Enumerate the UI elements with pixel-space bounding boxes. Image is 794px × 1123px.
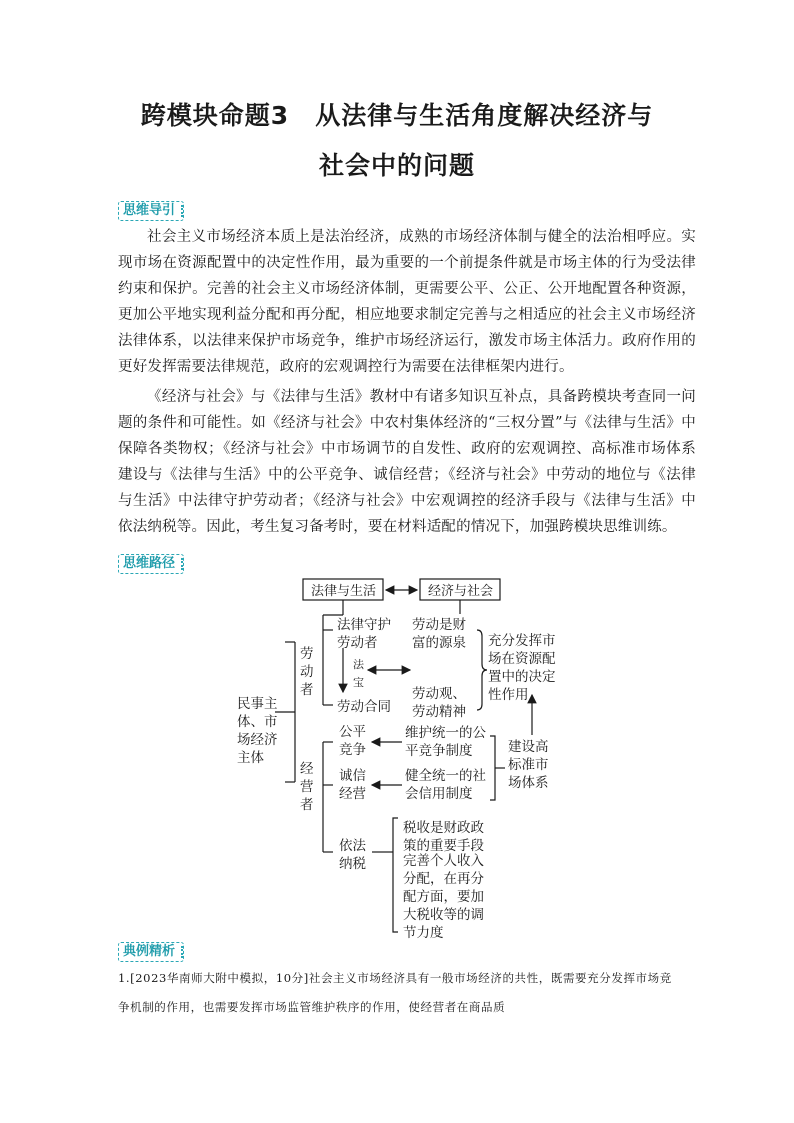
thinking-path-diagram <box>0 570 794 940</box>
box-law-label: 法律与生活 <box>311 584 377 599</box>
honest-line-2: 经营 <box>339 786 366 802</box>
question-1-text: 1.[2023华南师大附中模拟，10分]社会主义市场经济具有一般市场经济的共性，既需要充分发挥市场竞争机制的作用，也需要发挥市场监管维护秩序的作用，使经营者在商品质 <box>118 971 672 1014</box>
tax-policy-line-1: 税收是财政政 <box>403 820 484 836</box>
fair-sys-line-2: 平竞争制度 <box>405 743 473 759</box>
tax-adjust-line-3: 配方面，要加 <box>403 889 484 905</box>
fair-line-2: 竞争 <box>339 742 366 758</box>
laborer-char-2: 动 <box>300 664 314 680</box>
operator-char-1: 经 <box>300 761 314 777</box>
operator-char-2: 营 <box>300 779 314 795</box>
decisive-line-2: 场在资源配 <box>488 651 556 667</box>
root-line-1: 民事主 <box>237 696 278 712</box>
section-tag-example: 典例精析 <box>118 942 184 962</box>
labor-view-line-1: 劳动观、 <box>412 686 466 702</box>
decisive-line-3: 置中的决定 <box>488 669 556 685</box>
tax-adjust-line-1: 完善个人收入 <box>403 853 484 869</box>
operator-char-3: 者 <box>300 797 314 813</box>
high-std-line-3: 场体系 <box>508 775 549 791</box>
tax-adjust-line-5: 节力度 <box>403 925 444 940</box>
decisive-line-4: 性作用 <box>488 687 529 703</box>
root-line-4: 主体 <box>237 750 264 766</box>
laborer-char-3: 者 <box>300 682 314 698</box>
labor-source-line-1: 劳动是财 <box>412 617 466 633</box>
tax-line-1: 依法 <box>339 838 366 854</box>
fabao-char-1: 法 <box>353 658 364 671</box>
page-title-line-1: 跨模块命题3 从法律与生活角度解决经济与 <box>140 101 654 130</box>
fabao-char-2: 宝 <box>353 676 364 689</box>
law-protect-line-2: 劳动者 <box>337 635 378 651</box>
laborer-char-1: 劳 <box>300 646 314 662</box>
labor-source-line-2: 富的源泉 <box>412 635 466 651</box>
page-title-line-2: 社会中的问题 <box>318 151 475 180</box>
tax-adjust-line-4: 大税收等的调 <box>403 907 484 923</box>
high-std-line-2: 标准市 <box>508 757 549 773</box>
tax-line-2: 纳税 <box>339 856 366 872</box>
fair-sys-line-1: 维护统一的公 <box>405 725 486 741</box>
section-tag-guide: 思维导引 <box>118 201 184 221</box>
root-line-3: 场经济 <box>237 732 278 748</box>
fair-line-1: 公平 <box>339 724 366 740</box>
section-tag-path: 思维路径 <box>118 554 184 574</box>
honest-line-1: 诚信 <box>339 768 366 784</box>
credit-sys-line-1: 健全统一的社 <box>405 768 486 784</box>
tax-policy-line-2: 策的重要手段 <box>403 838 484 854</box>
root-line-2: 体、市 <box>237 714 278 730</box>
paragraph-1: 社会主义市场经济本质上是法治经济，成熟的市场经济体制与健全的法治相呼应。实现市场在资源配置中的决定性作用，最为重要的一个前提条件就是市场主体的行为受法律约束和保护。完善的社会主义市场经济体制，更需要公平、公正、公开地配置各种资源，更加公平地实现利益分配和再分配，相应地要求制定完善与之相适应的社会主义市场经济法律体系，以法律来保护市场竞争，维护市场经济运行，激发市场主体活力。政府作用的更好发挥需要法律规范，政府的宏观调控行为需要在法律框架内进行。 <box>118 229 696 375</box>
tax-adjust-line-2: 分配，在再分 <box>403 871 484 887</box>
box-econ-label: 经济与社会 <box>428 584 494 599</box>
high-std-line-1: 建设高 <box>508 739 549 755</box>
credit-sys-line-2: 会信用制度 <box>405 786 473 802</box>
paragraph-2: 《经济与社会》与《法律与生活》教材中有诸多知识互补点，具备跨模块考查同一问题的条件和可能性。如《经济与社会》中农村集体经济的“三权分置”与《法律与生活》中保障各类物权；《经济与社会》中市场调节的自发性、政府的宏观调控、高标准市场体系建设与《法律与生活》中的公平竞争、诚信经营；《经济与社会》中劳动的地位与《法律与生活》中法律守护劳动者；《经济与社会》中宏观调控的经济手段与《法律与生活》中依法纳税等。因此，考生复习备考时，要在材料适配的情况下，加强跨模块思维训练。 <box>118 389 696 535</box>
decisive-line-1: 充分发挥市 <box>488 633 556 649</box>
labor-view-line-2: 劳动精神 <box>412 704 466 720</box>
law-protect-line-1: 法律守护 <box>337 617 391 633</box>
labor-contract: 劳动合同 <box>337 699 391 715</box>
